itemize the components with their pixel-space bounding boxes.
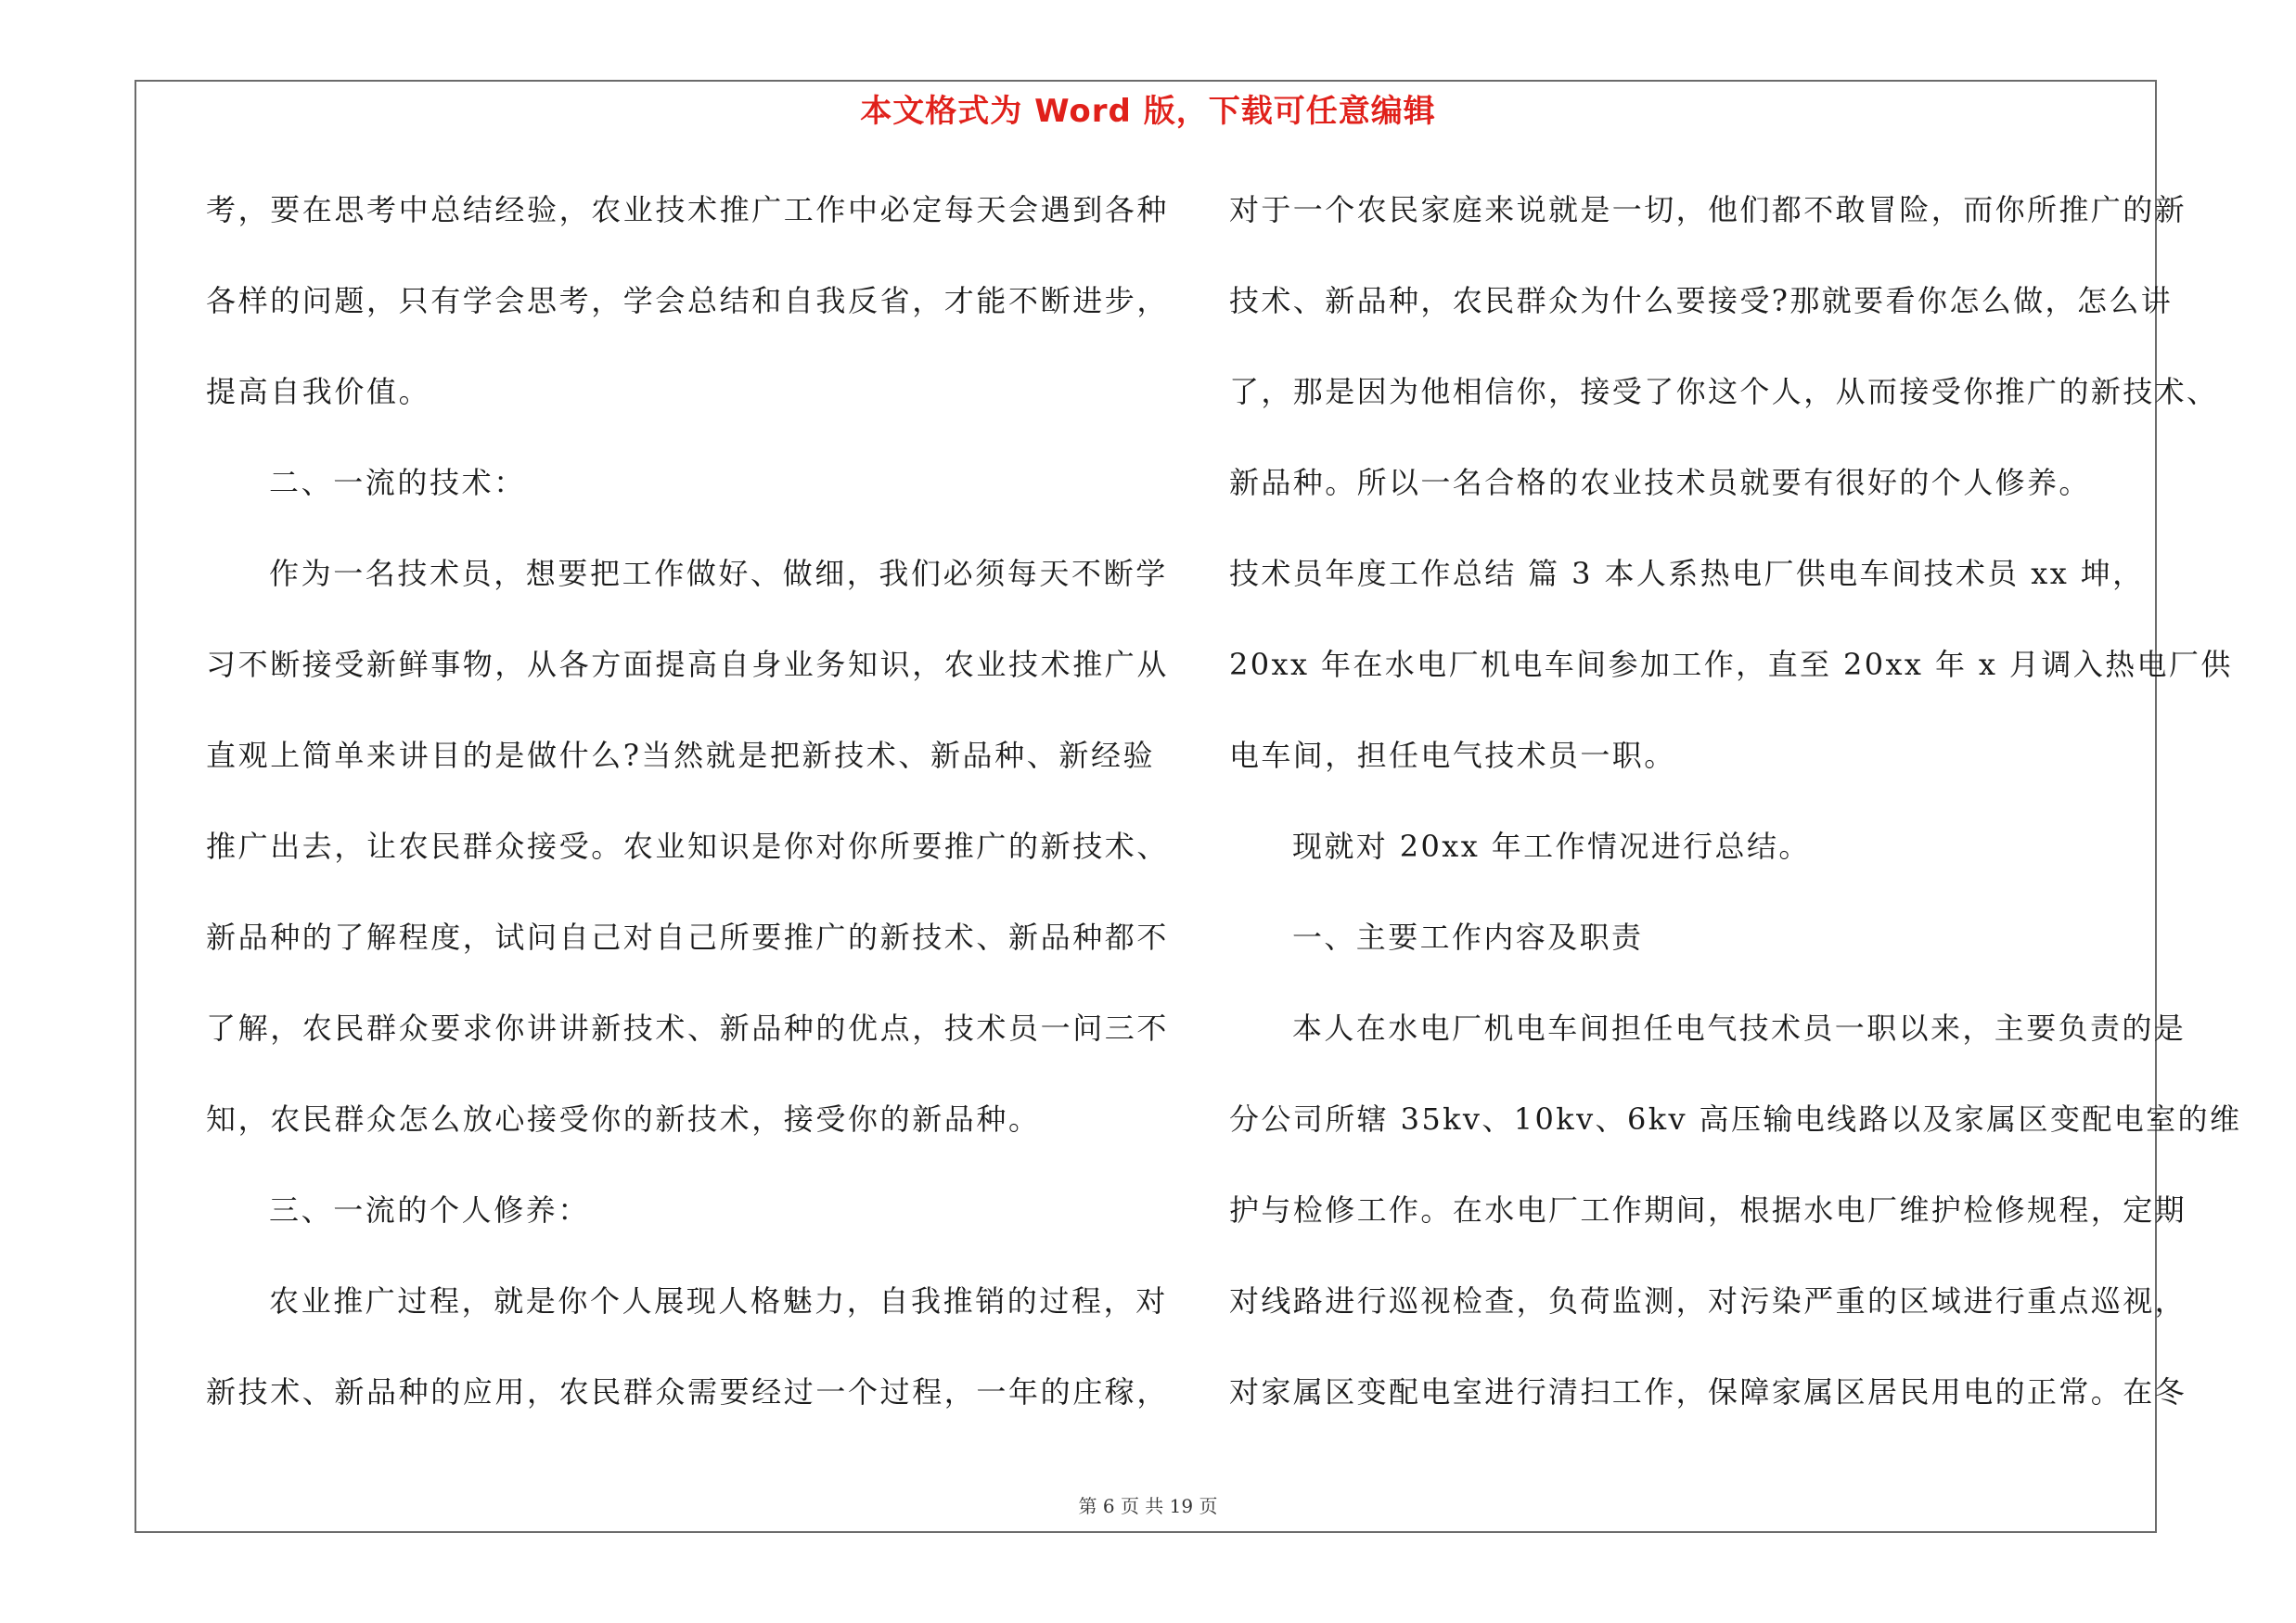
left-column-line: 作为一名技术员，想要把工作做好、做细，我们必须每天不断学 [269, 556, 1168, 591]
right-column-line: 了，那是因为他相信你，接受了你这个人，从而接受你推广的新技术、 [1229, 374, 2219, 409]
right-text-column [1229, 182, 2242, 1455]
left-column-line: 推广出去，让农民群众接受。农业知识是你对你所要推广的新技术、 [206, 829, 1170, 864]
right-column-line: 对线路进行巡视检查，负荷监测，对污染严重的区域进行重点巡视， [1229, 1283, 2187, 1319]
left-column-line: 新技术、新品种的应用，农民群众需要经过一个过程，一年的庄稼， [206, 1374, 1170, 1410]
left-column-line: 提高自我价值。 [206, 374, 431, 409]
left-column-line: 二、一流的技术： [269, 465, 526, 500]
format-banner: 本文格式为 Word 版，下载可任意编辑 [860, 93, 1436, 130]
left-column-line: 各样的问题，只有学会思考，学会总结和自我反省，才能不断进步， [206, 283, 1170, 318]
right-column-line: 现就对 20xx 年工作情况进行总结。 [1292, 829, 1811, 864]
right-column-line: 技术、新品种，农民群众为什么要接受?那就要看你怎么做，怎么讲 [1229, 283, 2174, 318]
right-column-line: 分公司所辖 35kv、10kv、6kv 高压输电线路以及家属区变配电室的维 [1229, 1101, 2242, 1137]
left-column-line: 直观上简单来讲目的是做什么?当然就是把新技术、新品种、新经验 [206, 738, 1156, 773]
right-column-line: 对于一个农民家庭来说就是一切，他们都不敢冒险，而你所推广的新 [1229, 192, 2187, 227]
left-column-line: 了解，农民群众要求你讲讲新技术、新品种的优点，技术员一问三不 [206, 1011, 1170, 1046]
left-text-column [206, 182, 1170, 1455]
right-column-line: 护与检修工作。在水电厂工作期间，根据水电厂维护检修规程，定期 [1229, 1192, 2187, 1228]
right-column-line: 对家属区变配电室进行清扫工作，保障家属区居民用电的正常。在冬 [1229, 1374, 2187, 1410]
right-column-line: 技术员年度工作总结 篇 3 本人系热电厂供电车间技术员 xx 坤， [1229, 556, 2145, 591]
right-column-line: 本人在水电厂机电车间担任电气技术员一职以来，主要负责的是 [1292, 1011, 2187, 1046]
right-column-line: 20xx 年在水电厂机电车间参加工作，直至 20xx 年 x 月调入热电厂供 [1229, 647, 2233, 682]
right-column-line: 新品种。所以一名合格的农业技术员就要有很好的个人修养。 [1229, 465, 2091, 500]
left-column-line: 考，要在思考中总结经验，农业技术推广工作中必定每天会遇到各种 [206, 192, 1170, 227]
left-column-line: 习不断接受新鲜事物，从各方面提高自身业务知识，农业技术推广从 [206, 647, 1170, 682]
left-column-line: 知，农民群众怎么放心接受你的新技术，接受你的新品种。 [206, 1101, 1041, 1137]
right-column-line: 电车间，担任电气技术员一职。 [1229, 738, 1676, 773]
left-column-line: 新品种的了解程度，试问自己对自己所要推广的新技术、新品种都不 [206, 920, 1170, 955]
page-number-footer: 第 6 页 共 19 页 [1078, 1495, 1218, 1517]
left-column-line: 三、一流的个人修养： [269, 1192, 591, 1228]
left-column-line: 农业推广过程，就是你个人展现人格魅力，自我推销的过程，对 [269, 1283, 1168, 1319]
right-column-line: 一、主要工作内容及职责 [1292, 920, 1644, 955]
